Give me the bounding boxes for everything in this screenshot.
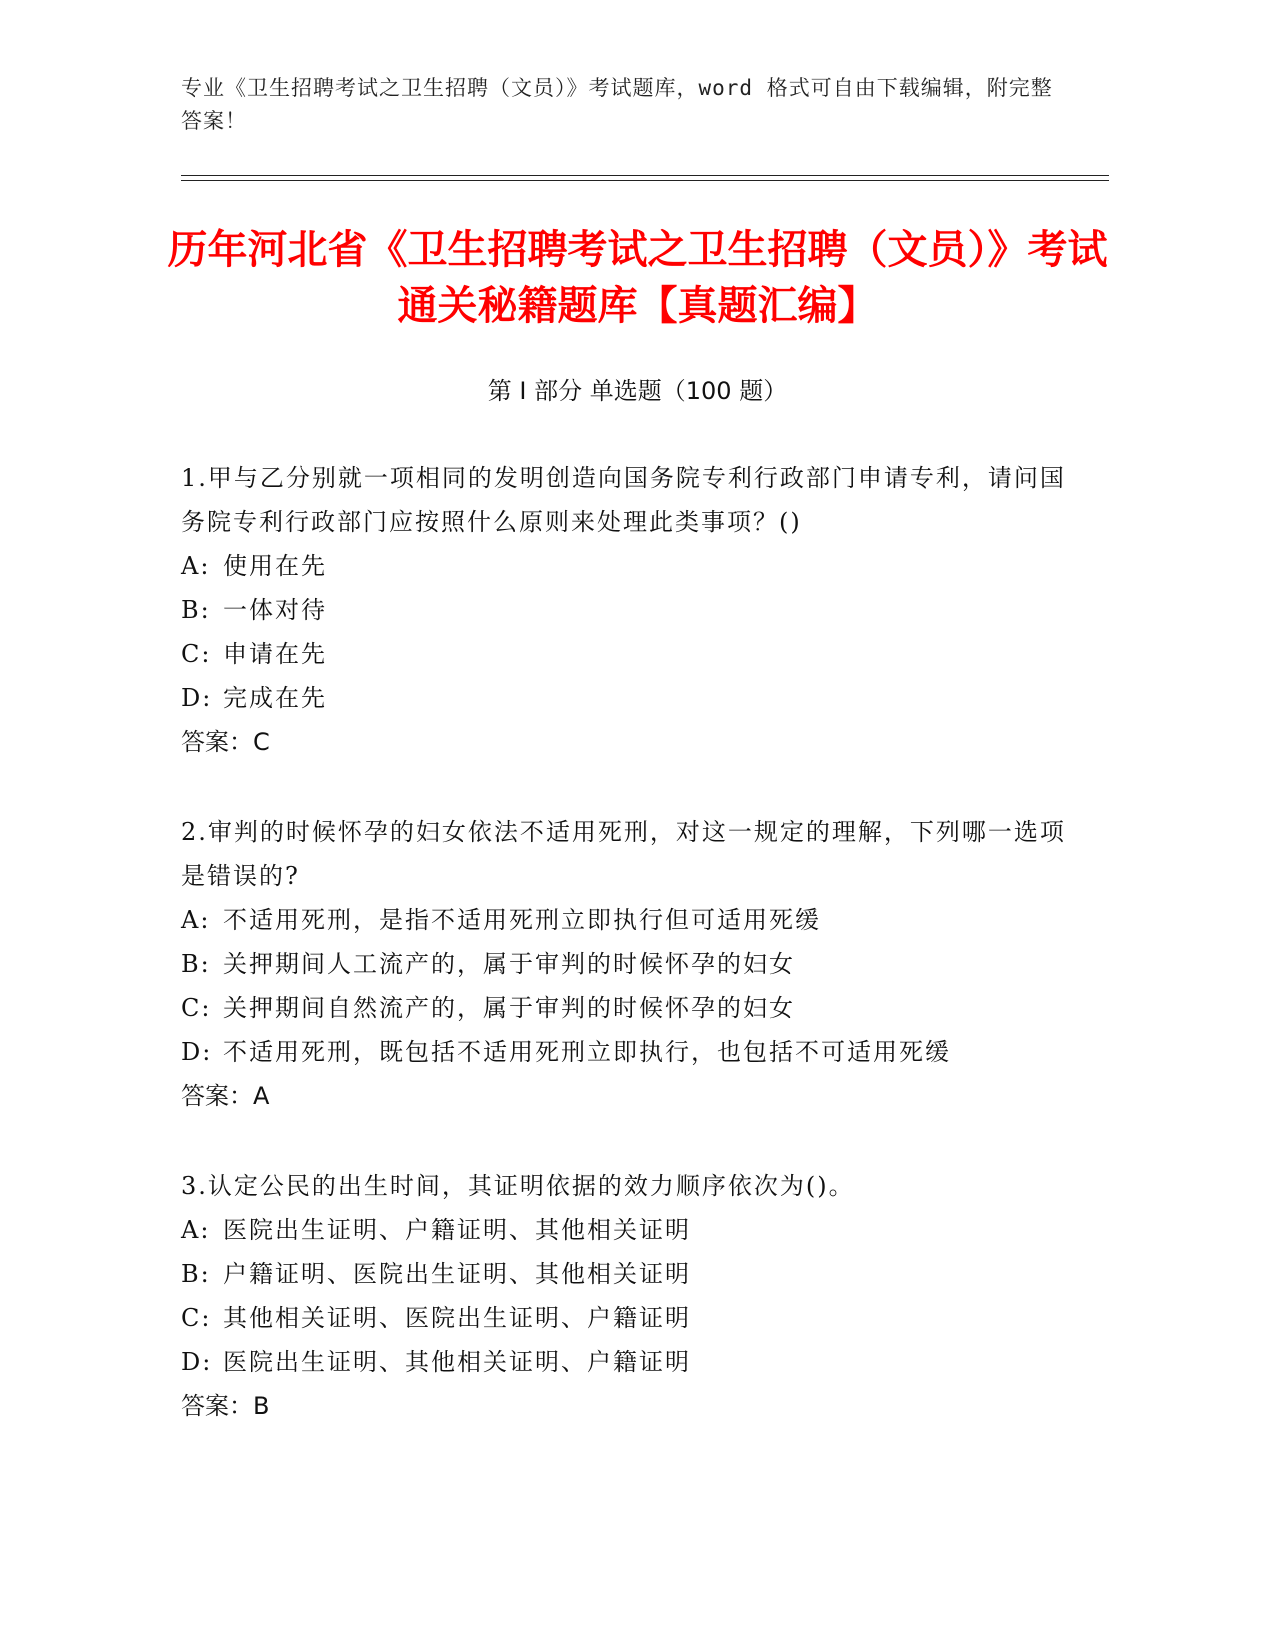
option-text: 不适用死刑，是指不适用死刑立即执行但可适用死缓 — [223, 906, 821, 934]
header-divider-bottom — [181, 180, 1109, 181]
option-key: D: — [181, 1348, 213, 1376]
header-note: 专业《卫生招聘考试之卫生招聘（文员）》考试题库，word 格式可自由下载编辑，附完整答案！ — [181, 76, 1053, 133]
option-text: 户籍证明、医院出生证明、其他相关证明 — [223, 1260, 691, 1288]
question-2 — [181, 810, 1081, 1118]
option-text: 申请在先 — [223, 640, 327, 668]
option-key: C: — [181, 994, 212, 1022]
option-key: D: — [181, 684, 213, 712]
option-key: C: — [181, 640, 212, 668]
header-divider-top — [181, 175, 1109, 176]
question-stem: 2.审判的时候怀孕的妇女依法不适用死刑，对这一规定的理解，下列哪一选项是错误的? — [181, 818, 1066, 890]
question-list — [181, 456, 1081, 1474]
option-c — [181, 986, 1081, 1030]
section-heading: 第 I 部分 单选题（100 题） — [487, 377, 788, 405]
option-key: C: — [181, 1304, 212, 1332]
answer-line: 答案：B — [181, 1392, 270, 1420]
option-key: A: — [181, 1216, 211, 1244]
option-d — [181, 676, 1081, 720]
option-d — [181, 1030, 1081, 1074]
option-c — [181, 632, 1081, 676]
option-d — [181, 1340, 1081, 1384]
option-text: 关押期间人工流产的，属于审判的时候怀孕的妇女 — [223, 950, 795, 978]
option-a — [181, 544, 1081, 588]
option-key: B: — [181, 1260, 211, 1288]
question-stem: 1.甲与乙分别就一项相同的发明创造向国务院专利行政部门申请专利，请问国务院专利行政部门应按照什么原则来处理此类事项？() — [181, 464, 1066, 536]
option-key: B: — [181, 596, 211, 624]
option-c — [181, 1296, 1081, 1340]
option-text: 不适用死刑，既包括不适用死刑立即执行，也包括不可适用死缓 — [223, 1038, 951, 1066]
question-3 — [181, 1164, 1081, 1428]
option-b — [181, 1252, 1081, 1296]
option-text: 其他相关证明、医院出生证明、户籍证明 — [223, 1304, 691, 1332]
option-text: 医院出生证明、户籍证明、其他相关证明 — [223, 1216, 691, 1244]
question-1 — [181, 456, 1081, 764]
document-title: 历年河北省《卫生招聘考试之卫生招聘（文员）》考试通关秘籍题库【真题汇编】 — [167, 227, 1108, 329]
option-text: 一体对待 — [223, 596, 327, 624]
option-key: A: — [181, 552, 211, 580]
question-stem: 3.认定公民的出生时间，其证明依据的效力顺序依次为()。 — [181, 1172, 855, 1200]
option-text: 医院出生证明、其他相关证明、户籍证明 — [223, 1348, 691, 1376]
option-a — [181, 1208, 1081, 1252]
answer-line: 答案：A — [181, 1082, 270, 1110]
option-text: 完成在先 — [223, 684, 327, 712]
option-text: 使用在先 — [223, 552, 327, 580]
answer-line: 答案：C — [181, 728, 270, 756]
option-key: B: — [181, 950, 211, 978]
option-a — [181, 898, 1081, 942]
option-key: A: — [181, 906, 211, 934]
option-b — [181, 588, 1081, 632]
option-b — [181, 942, 1081, 986]
option-key: D: — [181, 1038, 213, 1066]
option-text: 关押期间自然流产的，属于审判的时候怀孕的妇女 — [223, 994, 795, 1022]
